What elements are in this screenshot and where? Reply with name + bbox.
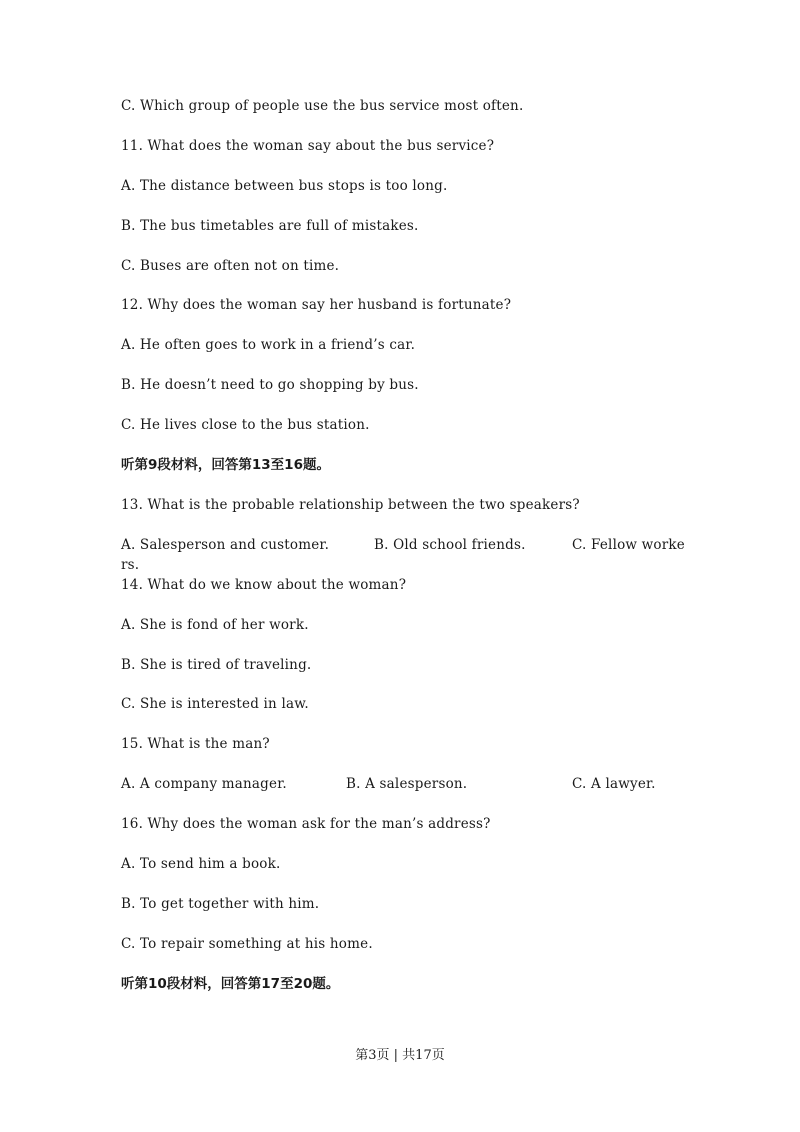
question-15-options <box>121 774 691 794</box>
section-10-heading: 听第10段材料，回答第17至20题。 <box>121 975 340 992</box>
question-13: 13. What is the probable relationship between the two speakers? <box>121 496 580 513</box>
question-13-option-b: B. Old school friends. <box>374 536 526 553</box>
question-13-option-a: A. Salesperson and customer. <box>121 536 330 553</box>
question-16-option-c: C. To repair something at his home. <box>121 935 373 952</box>
question-11-option-a: A. The distance between bus stops is too long. <box>121 177 448 194</box>
question-14-option-c: C. She is interested in law. <box>121 696 309 713</box>
question-11: 11. What does the woman say about the bus service? <box>121 137 495 154</box>
page-content <box>121 96 691 1014</box>
question-12: 12. Why does the woman say her husband is fortunate? <box>121 297 512 314</box>
question-15: 15. What is the man? <box>121 736 270 753</box>
question-16-option-a: A. To send him a book. <box>121 856 281 873</box>
question-11-option-c: C. Buses are often not on time. <box>121 257 340 274</box>
page-number-footer: 第3页 | 共17页 <box>355 1048 445 1063</box>
question-14-option-b: B. She is tired of traveling. <box>121 656 312 673</box>
question-12-option-a: A. He often goes to work in a friend’s car. <box>121 337 416 354</box>
question-15-option-a: A. A company manager. <box>121 776 287 793</box>
question-10-option-c: C. Which group of people use the bus service most often. <box>121 98 524 114</box>
question-16: 16. Why does the woman ask for the man’s address? <box>121 816 491 833</box>
section-9-heading: 听第9段材料，回答第13至16题。 <box>121 457 330 474</box>
question-12-option-c: C. He lives close to the bus station. <box>121 417 370 434</box>
question-15-option-c: C. A lawyer. <box>572 776 656 793</box>
question-11-option-b: B. The bus timetables are full of mistakes. <box>121 217 419 234</box>
question-13-option-c-wrap: rs. <box>121 556 140 573</box>
question-14-option-a: A. She is fond of her work. <box>121 616 309 633</box>
question-14: 14. What do we know about the woman? <box>121 576 407 593</box>
question-12-option-b: B. He doesn’t need to go shopping by bus. <box>121 377 419 394</box>
question-16-option-b: B. To get together with him. <box>121 895 320 912</box>
question-15-option-b: B. A salesperson. <box>346 776 468 793</box>
question-13-options <box>121 535 691 575</box>
question-13-option-c: C. Fellow worke <box>572 536 685 553</box>
